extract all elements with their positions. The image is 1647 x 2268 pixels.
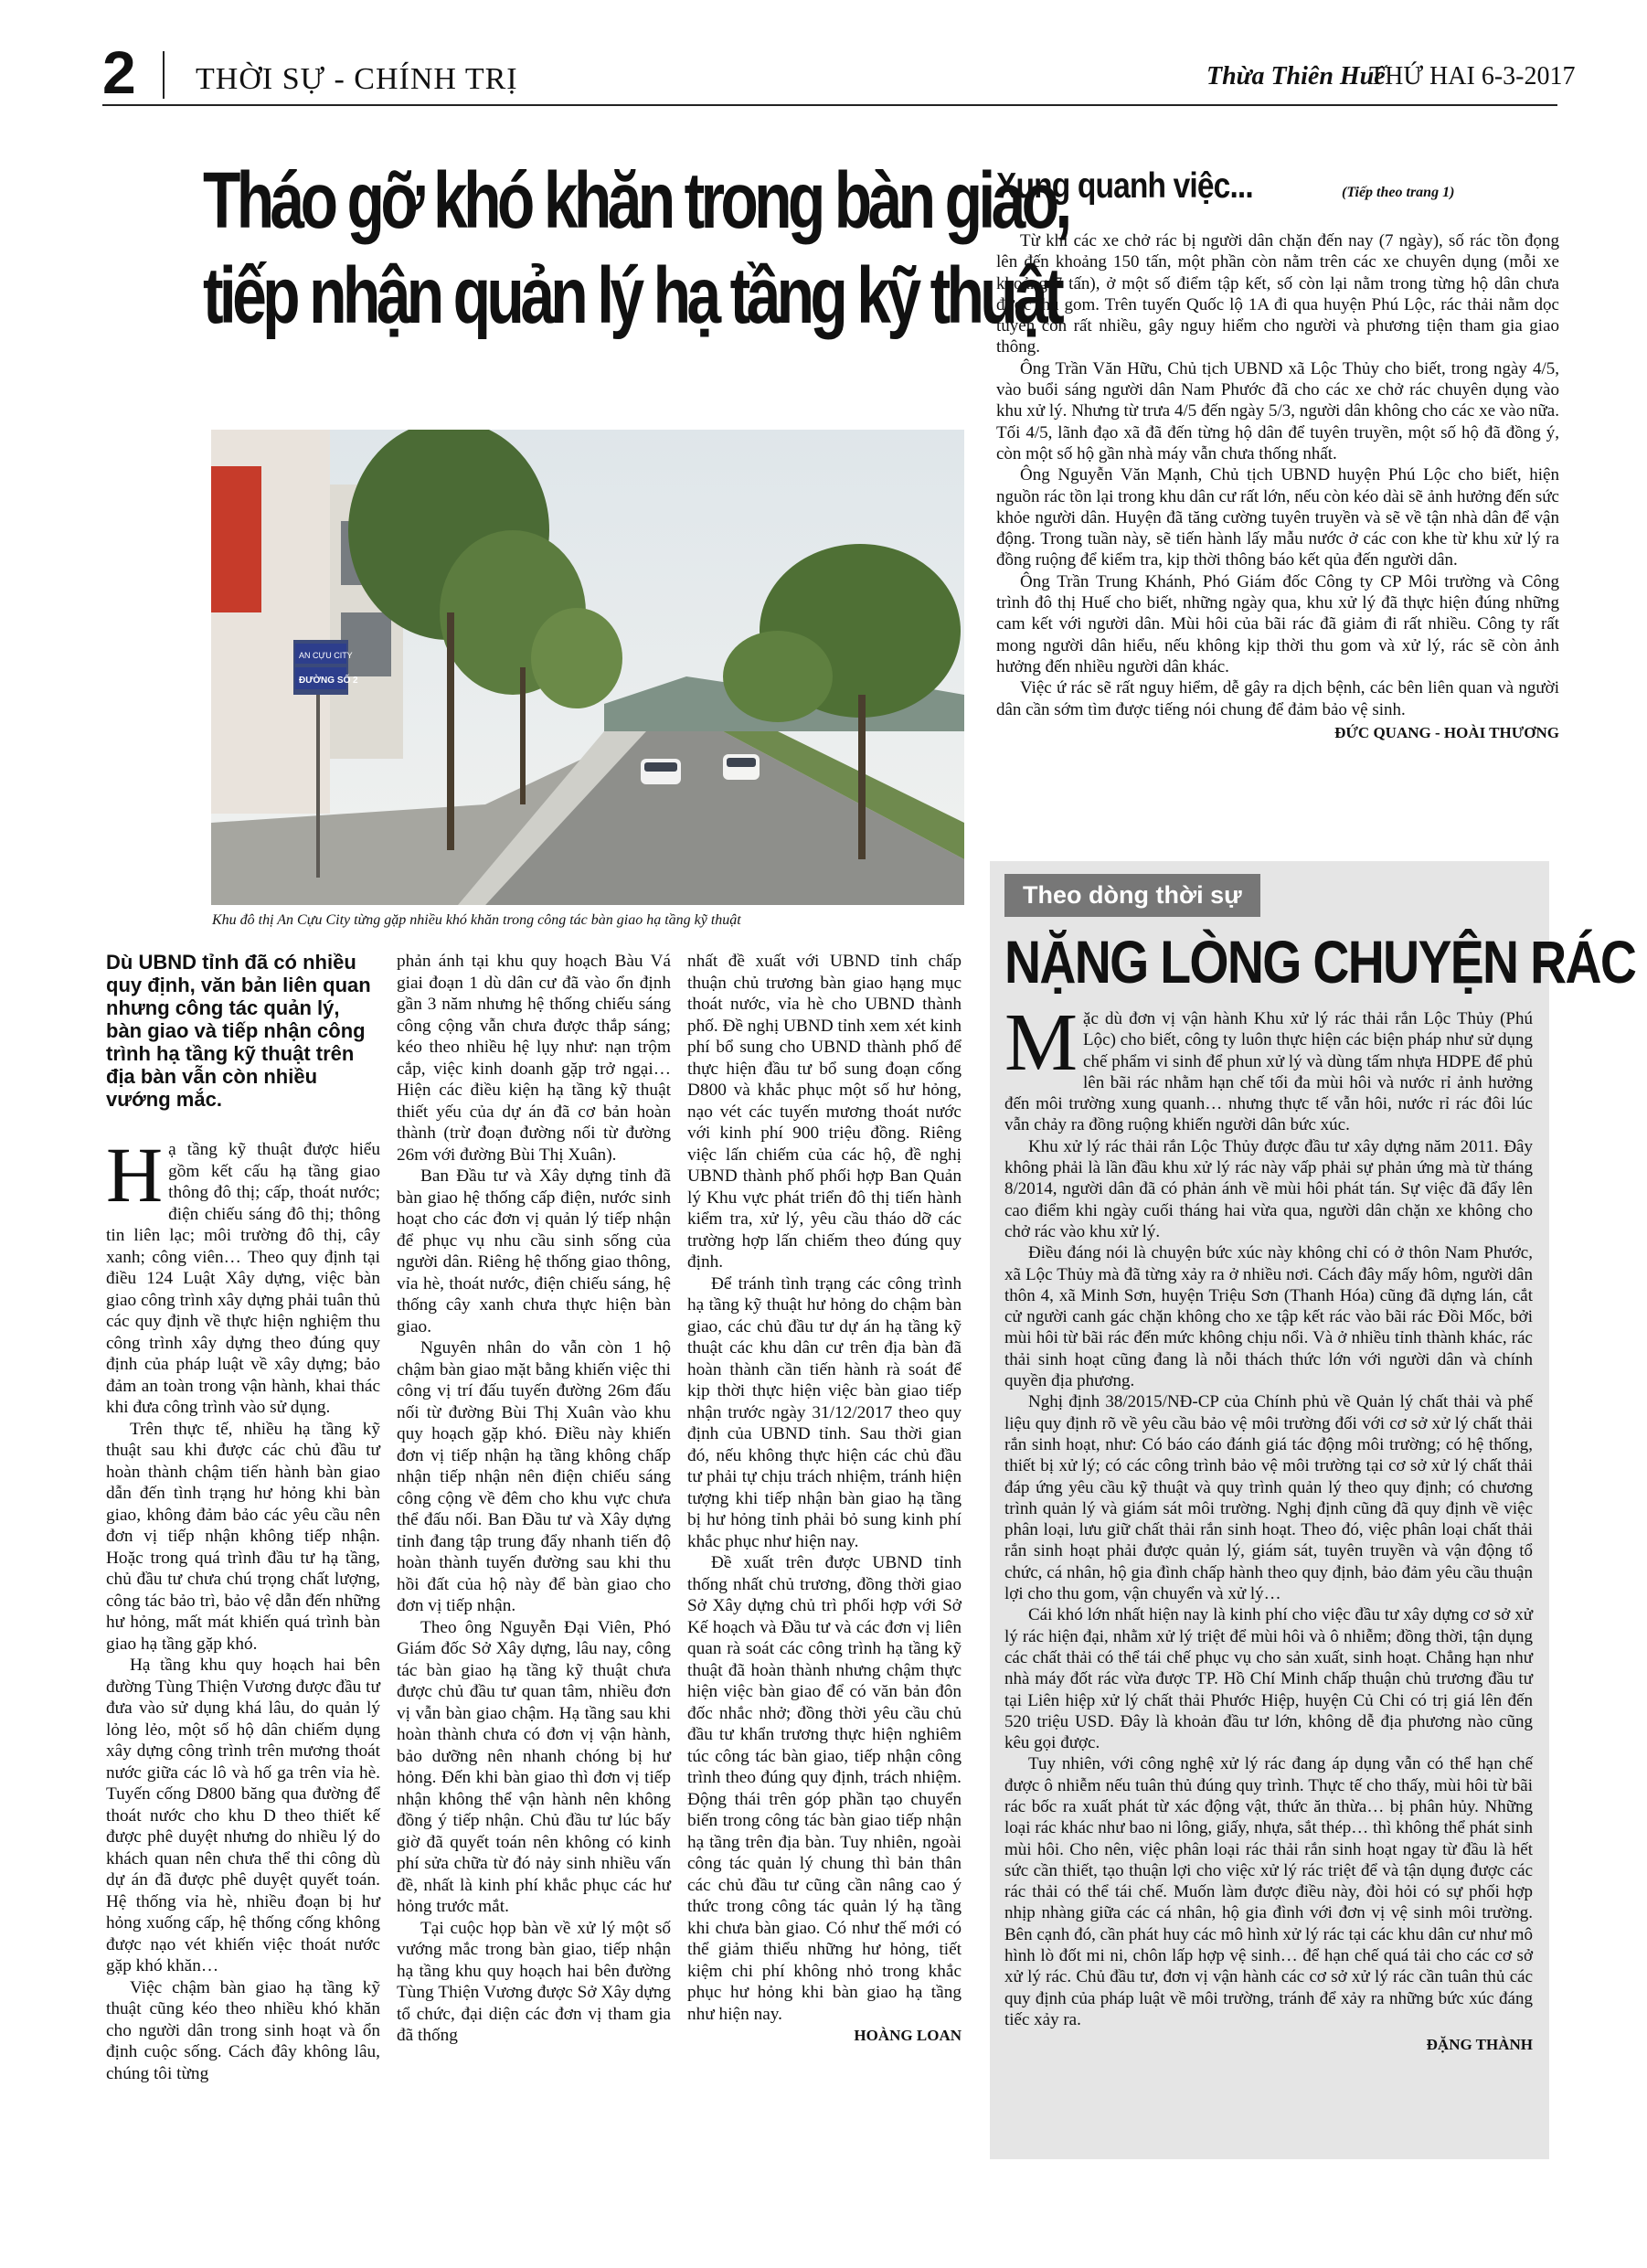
article-paragraph: Để tránh tình trạng các công trình hạ tầng kỹ thuật hư hỏng do chậm bàn giao, các chủ đầu tư dự án hạ tầng kỹ thuật các khu dân cư trên địa bàn đã hoàn thành cần tiến hành rà soát để kịp thời thực hiện việc bàn giao tiếp nhận trước ngày 31/12/2017 theo quy định của UBND tỉnh. Sau thời gian đó, nếu không thực hiện các chủ đầu tư phải tự chịu trách nhiệm, tránh hiện tượng khi tiếp nhận bàn giao hạ tầng bị hư hỏng tỉnh phải bỏ sung kinh phí khắc phục như hiện nay. [687, 1273, 962, 1551]
masthead-divider [163, 51, 165, 99]
article-column-2 [397, 951, 671, 2047]
article-paragraph: nhất đề xuất với UBND tỉnh chấp thuận chủ trương bàn giao hạng mục thoát nước, vỉa hè cho UBND thành phố. Đề nghị UBND tỉnh xem xét kinh phí bổ sung cho UBND thành phố để thực hiện đầu tư bổ sung đoạn cống D800 và khắc phục một số hư hỏng, nạo vét các tuyến mương thoát nước với kinh phí 900 triệu đồng. Riêng việc lấn chiếm của các hộ, đề nghị UBND thành phố phối hợp Ban Quản lý Khu vực phát triển đô thị tiến hành kiểm tra, xử lý, yêu cầu tháo dỡ các trường hợp lấn chiếm theo đúng quy định. [687, 952, 962, 1272]
main-headline [203, 154, 1068, 344]
related-article-byline: ĐỨC QUANG - HOÀI THƯƠNG [1334, 723, 1559, 741]
column-tag: Theo dòng thời sự [1004, 874, 1260, 917]
opinion-paragraph [1004, 997, 1533, 1136]
article-paragraph: Tại cuộc họp bàn về xử lý một số vướng mắc trong bàn giao, tiếp nhận hạ tầng khu quy hoạch hai bên đường Tùng Thiện Vương được Sở Xây dựng tổ chức, đại diện các đơn vị tham gia đã thống [397, 1918, 671, 2045]
drop-cap: H [106, 1131, 164, 1219]
headline-line-2: tiếp nhận quản lý hạ tầng kỹ thuật [203, 251, 1061, 340]
article-paragraph: Đề xuất trên được UBND tỉnh thống nhất chủ trương, đồng thời giao Sở Xây dựng chủ trì phối hợp với Sở Kế hoạch và Đầu tư và các đơn vị liên quan rà soát các công trình hạ tầng kỹ thuật đã hoàn thành nhưng chậm thực hiện việc bàn giao để có văn bản đôn đốc nhắc nhở; đồng thời yêu cầu chủ đầu tư khẩn trương thực hiện nghiêm túc công tác bàn giao, tiếp nhận công trình theo đúng quy định, trách nhiệm. Động thái trên góp phần tạo chuyển biến trong công tác bàn giao tiếp nhận hạ tầng trên địa bàn. Tuy nhiên, ngoài công tác quản lý chung thì bản thân các chủ đầu tư cũng cần nâng cao ý thức trong công tác quản lý hạ tầng khi chưa bàn giao. Có như thế mới có thể giảm thiểu những hư hỏng, tiết kiệm chi phí không nhỏ trong khắc phục hư hỏng khi bàn giao hạ tầng như hiện nay. [687, 1553, 962, 2024]
article-paragraph: Ban Đầu tư và Xây dựng tỉnh đã bàn giao hệ thống cấp điện, nước sinh hoạt cho các đơn vị quản lý tiếp nhận để phục vụ nhu cầu sinh sống của người dân. Riêng hệ thống giao thông, vỉa hè, thoát nước, điện chiếu sáng, hệ thống cây xanh chưa thực hiện bàn giao. [397, 1166, 671, 1336]
related-paragraph: Việc ứ rác sẽ rất nguy hiểm, dễ gây ra dịch bệnh, các bên liên quan và người dân cần sớm tìm được tiếng nói chung để đảm bảo vệ sinh. [996, 678, 1559, 719]
page-number: 2 [102, 38, 136, 106]
continued-note: (Tiếp theo trang 1) [1342, 185, 1455, 200]
headline-line-1: Tháo gỡ khó khăn trong bàn giao, [203, 156, 1068, 245]
article-paragraph: Trên thực tế, nhiều hạ tầng kỹ thuật sau khi được các chủ đầu tư hoàn thành chậm tiến hành bàn giao dẫn đến tình trạng hư hỏng khi bàn giao, không đảm bảo các yêu cầu nên đơn vị tiếp nhận không tiếp nhận. Hoặc trong quá trình đầu tư hạ tầng, chủ đầu tư chưa chú trọng chất lượng, công tác bảo trì, bảo vệ dẫn đến những hư hỏng, mất mát khiến quá trình bàn giao hạ tầng gặp khó. [106, 1419, 380, 1654]
article-byline: HOÀNG LOAN [854, 2027, 962, 2044]
opinion-byline: ĐẶNG THÀNH [1426, 2036, 1533, 2054]
related-article-title: Xung quanh việc... [996, 166, 1253, 206]
opinion-box [990, 861, 1636, 2159]
opinion-paragraph-text: ặc dù đơn vị vận hành Khu xử lý rác thải rắn Lộc Thủy (Phú Lộc) cho biết, công ty luôn thực hiện các biện pháp như sử dụng chế phẩm vi sinh để phun xử lý và dùng tấm nhựa HDPE để phủ lên bãi rác nhằm hạn chế tối đa mùi hôi và nước rỉ ảnh hưởng đến môi trường xung quanh… nhưng thực tế vẫn hôi, nước rỉ rác đôi lúc vẫn chảy ra đồng ruộng khiến người dân bức xúc. [1004, 1009, 1533, 1135]
article-paragraph-text: ạ tầng kỹ thuật được hiểu gồm kết cấu hạ tầng giao thông đô thị; cấp, thoát nước; điện chiếu sáng đô thị; thông tin liên lạc; môi trường đô thị, cây xanh; công viên… Theo quy định tại điều 124 Luật Xây dựng, việc bàn giao công trình xây dựng phải tuân thủ các quy định về thực hiện nghiệm thu công trình xây dựng theo đúng quy định của pháp luật về xây dựng; bảo đảm an toàn trong vận hành, khai thác khi đưa công trình vào sử dụng. [106, 1140, 380, 1417]
related-paragraph: Ông Trần Trung Khánh, Phó Giám đốc Công ty CP Môi trường và Công trình đô thị Huế cho biết, những ngày qua, khu xử lý đã thực hiện đúng những cam kết với người dân. Mùi hôi của bãi rác đã giảm đi rất nhiều. Công ty rất mong người dân hiểu, nếu không kịp thời thu gom và xử lý, rác sẽ còn ảnh hưởng đến nhiều người dân khác. [996, 571, 1559, 676]
section-title: THỜI SỰ - CHÍNH TRỊ [196, 62, 518, 96]
masthead [102, 38, 1576, 106]
article-paragraph: Việc chậm bàn giao hạ tầng kỹ thuật cũng kéo theo nhiều khó khăn cho người dân trong sinh hoạt và ổn định cuộc sống. Cách đây không lâu, chúng tôi từng [106, 1977, 380, 2083]
opinion-title: NẶNG LÒNG CHUYỆN RÁC [1004, 928, 1636, 996]
article-paragraph: Nguyên nhân do vẫn còn 1 hộ chậm bàn giao mặt bằng khiến việc thi công vị trí đấu tuyến đường 26m đấu nối từ đường Bùi Thị Xuân vào khu quy hoạch gặp khó. Điều này khiến đơn vị tiếp nhận hạ tầng không chấp nhận tiếp nhận nên điện chiếu sáng công cộng về đêm cho khu vực chưa thể đấu nối. Ban Đầu tư và Xây dựng tỉnh đang tập trung đẩy nhanh tiến độ hoàn thành tuyến đường sau khi thu hồi đất của hộ này để bàn giao cho đơn vị tiếp nhận. [397, 1338, 671, 1615]
drop-cap: M [1004, 997, 1079, 1088]
article-lead: Dù UBND tỉnh đã có nhiều quy định, văn bản liên quan nhưng công tác quản lý, bàn giao và tiếp nhận công trình hạ tầng kỹ thuật trên địa bàn vẫn còn nhiều vướng mắc. [106, 951, 371, 1111]
related-paragraph: Từ khi các xe chở rác bị người dân chặn đến nay (7 ngày), số rác tồn đọng lên đến khoảng 150 tấn, một phần còn nằm trên các xe chuyên dụng (mỗi xe khoảng 7 tấn), ở một số điểm tập kết, số còn lại nằm trong từng hộ dân chưa được thu gom. Trên tuyến Quốc lộ 1A đi qua huyện Phú Lộc, rác thải nằm dọc tuyến còn rất nhiều, gây nguy hiểm cho người và phương tiện tham gia giao thông. [996, 231, 1559, 357]
opinion-body [1004, 997, 1533, 2056]
article-column-3 [687, 951, 962, 2047]
article-paragraph [106, 1131, 380, 1419]
street-scene-illustration [211, 430, 964, 905]
opinion-paragraph: Khu xử lý rác thải rắn Lộc Thủy được đầu tư xây dựng năm 2011. Đây không phải là lần đầu khu xử lý rác này vấp phải sự phản ứng mà từ tháng 8/2014, người dân đã có phản ánh về mùi hôi phát tán. Sự việc đã đẩy lên cao điểm khi ngày cuối tháng hai vừa qua, người dân chặn xe không cho chở rác vào khu xử lý. [1004, 1136, 1533, 1241]
opinion-paragraph: Nghị định 38/2015/NĐ-CP của Chính phủ về Quản lý chất thải và phế liệu quy định rõ về yêu cầu bảo vệ môi trường đối với cơ sở xử lý chất thải rắn sinh hoạt, như: Có báo cáo đánh giá tác động môi trường; có hệ thống, thiết bị xử lý; có các công trình bảo vệ môi trường tại cơ sở xử lý chất thải đáp ứng yêu cầu kỹ thuật và quy trình quản lý theo quy định; có chương trình quản lý và giám sát môi trường. Nghị định cũng đã quy định về việc phân loại, lưu giữ chất thải rắn sinh hoạt. Theo đó, việc phân loại chất thải rắn sinh hoạt phải được quản lý, giám sát, tuyên truyền và vận động tổ chức, cá nhân, hộ gia đình chấp hành theo quy định, bảo đảm yêu cầu thuận lợi cho thu gom, vận chuyển và xử lý… [1004, 1392, 1533, 1604]
opinion-paragraph: Tuy nhiên, với công nghệ xử lý rác đang áp dụng vẫn có thể hạn chế được ô nhiễm nếu tuân thủ đúng quy trình. Thực tế cho thấy, mùi hôi từ bãi rác bốc ra xuất phát từ xác động vật, thức ăn thừa… bị phân hủy. Những loại rác khác như bao ni lông, giấy, nhựa, sắt thép… thì không thể phát sinh mùi hôi. Cho nên, việc phân loại rác thải rắn sinh hoạt ngay từ đầu là hết sức cần thiết, tạo thuận lợi cho việc xử lý rác triệt để và tận dụng được các rác thải có thể tái chế. Muốn làm được điều này, đòi hỏi có sự phối hợp nhịp nhàng giữa các cá nhân, hộ gia đình với đơn vị vệ sinh môi trường. Bên cạnh đó, cần phát huy các mô hình xử lý rác tại các khu dân cư như mô hình lò đốt mi ni, chôn lấp hợp vệ sinh… để hạn chế quá tải cho các cơ sở xử lý rác. Chủ đầu tư, đơn vị vận hành các cơ sở xử lý rác cần tuân thủ các quy định của pháp luật về môi trường, tránh để xảy ra những bức xúc đáng tiếc xảy ra. [1004, 1754, 1533, 2029]
article-column-1 [106, 1131, 380, 2084]
article-paragraph: Theo ông Nguyễn Đại Viên, Phó Giám đốc Sở Xây dựng, lâu nay, công tác bàn giao hạ tầng kỹ thuật chưa được chủ đầu tư quan tâm, nhiều đơn vị vẫn bàn giao chậm. Hạ tầng sau khi hoàn thành chưa có đơn vị vận hành, bảo dưỡng nên nhanh chóng bị hư hỏng. Đến khi bàn giao thì đơn vị tiếp nhận không thể vận hành nên không đồng ý tiếp nhận. Chủ đầu tư lúc bấy giờ đã quyết toán nên không có kinh phí sửa chữa từ đó nảy sinh nhiều vấn đề, nhất là kinh phí khắc phục các hư hỏng trước mắt. [397, 1617, 671, 1916]
photo-sign-top: AN CỰU CITY [299, 651, 353, 660]
photo-caption: Khu đô thị An Cựu City từng gặp nhiều khó khăn trong công tác bàn giao hạ tầng kỹ thuật [212, 912, 741, 928]
related-article [996, 166, 1559, 743]
opinion-paragraph: Cái khó lớn nhất hiện nay là kinh phí cho việc đầu tư xây dựng cơ sở xử lý rác hiện đại, nhằm xử lý triệt để mùi hôi và ô nhiễm; đồng thời, tận dụng các chất thải có thể tái chế phục vụ cho sản xuất, sinh hoạt. Chẳng hạn như nhà máy đốt rác vừa được TP. Hồ Chí Minh chấp thuận chủ trương đầu tư tại Liên hiệp xử lý chất thải Phước Hiệp, huyện Củ Chi có trị giá lên đến 520 triệu USD. Đây là khoản đầu tư lớn, không dễ địa phương nào cũng kêu gọi được. [1004, 1605, 1533, 1753]
article-paragraph: Hạ tầng khu quy hoạch hai bên đường Tùng Thiện Vương được đầu tư đưa vào sử dụng khá lâu, do quản lý lỏng lẻo, một số hộ dân chiếm dụng xây dựng công trình trên mương thoát nước giữa các lô và hố ga trên vỉa hè. Tuyến cống D800 băng qua đường để thoát nước cho khu D theo thiết kế được phê duyệt nhưng do nhiều lý do khách quan nên chưa thể thi công dù dự án đã được phê duyệt quyết toán. Hệ thống vỉa hè, nhiều đoạn bị hư hỏng xuống cấp, hệ thống cống không được nạo vét khiến việc thoát nước gặp khó khăn… [106, 1656, 380, 1975]
article-photo [211, 430, 964, 905]
related-paragraph: Ông Trần Văn Hữu, Chủ tịch UBND xã Lộc Thủy cho biết, trong ngày 4/5, vào buổi sáng người dân Nam Phước đã cho các xe chở rác chuyên dụng vào khu xử lý. Nhưng từ trưa 4/5 đến ngày 5/3, người dân không cho các xe vào nữa. Tối 4/5, lãnh đạo xã đã đến từng hộ dân để tuyên truyền, một số hộ đã đồng ý, còn một số hộ gần nhà máy vẫn chưa thống nhất. [996, 358, 1559, 463]
opinion-paragraph: Điều đáng nói là chuyện bức xúc này không chỉ có ở thôn Nam Phước, xã Lộc Thủy mà đã từng xảy ra ở nhiều nơi. Cách đây mấy hôm, người dân thôn 4, xã Minh Sơn, huyện Triệu Sơn (Thanh Hóa) cũng đã dựng lán, cắt cử người canh gác chặn không cho xe tập kết rác vào bãi rác Đồi Mốc, bởi mùi hôi từ bãi rác đến mức không chịu nổi. Và ở nhiều tỉnh thành khác, rác thải sinh hoạt cũng đang là nỗi thách thức lớn với người dân và chính quyền địa phương. [1004, 1243, 1533, 1391]
related-article-body [996, 230, 1559, 743]
article-paragraph: phản ánh tại khu quy hoạch Bàu Vá giai đoạn 1 dù dân cư đã vào ổn định gần 3 năm nhưng hệ thống chiếu sáng công cộng vẫn chưa được thắp sáng; kéo theo nhiều hệ lụy như: nạn trộm cắp, việc kinh doanh gặp trở ngại… Hiện các điều kiện hạ tầng kỹ thuật thiết yếu của dự án đã cơ bản hoàn thành (trừ đoạn đường nối từ đường 26m với đường Bùi Thị Xuân). [397, 952, 671, 1165]
related-paragraph: Ông Nguyễn Văn Mạnh, Chủ tịch UBND huyện Phú Lộc cho biết, hiện nguồn rác tồn lại trong khu dân cư rất lớn, nếu còn kéo dài sẽ ảnh hưởng đến sức khỏe người dân. Huyện đã tăng cường tuyên truyền và sẽ về tận nhà dân để vận động. Trong tuần này, sẽ tiến hành lấy mẫu nước ở các con khe từ khu xử lý ra đồng ruộng để kiểm tra, kịp thời thông báo kết qủa đến người dân. [996, 465, 1559, 570]
issue-date: THỨ HAI 6-3-2017 [1369, 62, 1576, 91]
photo-sign-bottom: ĐƯỜNG SỐ 2 [299, 676, 358, 686]
paper-name: Thừa Thiên Huế [1206, 62, 1386, 91]
